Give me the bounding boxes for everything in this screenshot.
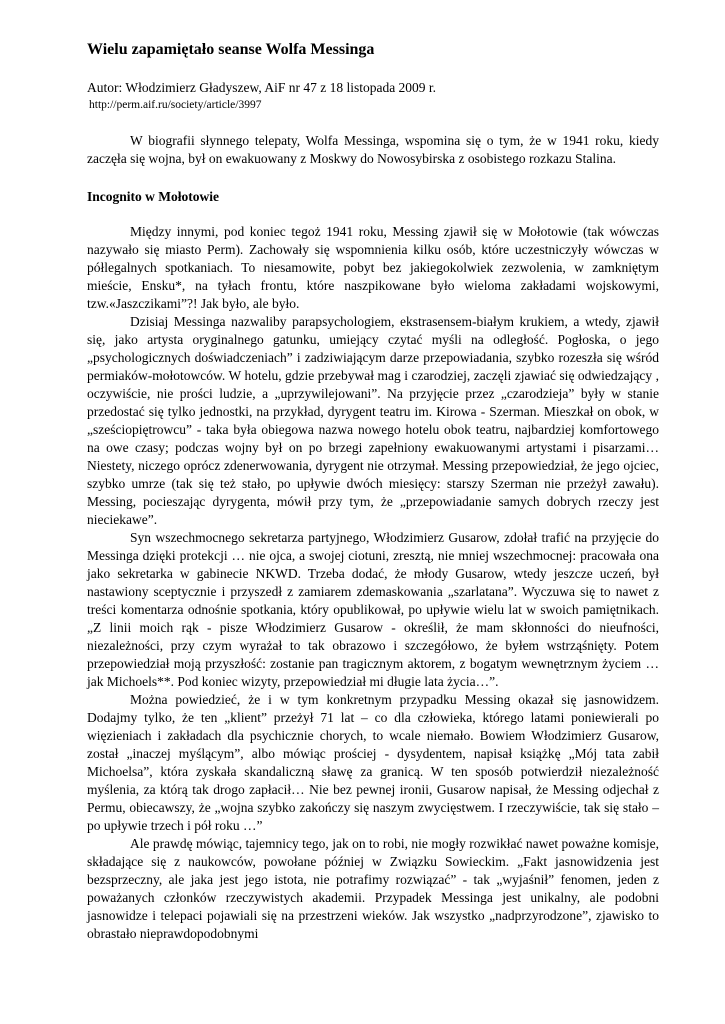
article-title: Wielu zapamiętało seanse Wolfa Messinga [87,41,375,58]
body-paragraph: Dzisiaj Messinga nazwaliby parapsychologiem, ekstrasensem-białym krukiem, a wtedy, zjawił się, jako artysta oryginalnego gatunku, umiejący czytać myśli na odległość. Pogłoska, o jego „psychologicznych doświadczeniach” i zadziwiającym darze przepowiadania, szybko rozeszła się wśród permiaków-mołotowców. W hotelu, gdzie przebywał mag i czarodziej, zaczęli zjawiać się odwiedzający , oczywiście, nie prości ludzie, a „uprzywilejowani”. Na przyjęcie przez „czarodzieja” były w stanie przedostać się tylko jednostki, na przykład, dyrygent teatru im. Kirowa - Szerman. Mieszkał on obok, w „sześciopiętrowcu” - taka była obiegowa nazwa nowego hotelu obok teatru, najbardziej komfortowego na owe czasy; podczas wojny był on po brzegi zapełniony ewakuowanymi artystami i pisarzami… Niestety, niczego oprócz zdenerwowania, dyrygent nie otrzymał. Messing przepowiedział, że jego ojciec, szybko umrze (tak się też stało, po upływie dwóch miesięcy: starszy Szerman nie przeżył zawału). Messing, pocieszając dyrygenta, mówił przy tym, że „przepowiadanie samych dobrych rzeczy jest nieciekawe”. [87,314,659,527]
body-paragraph: Ale prawdę mówiąc, tajemnicy tego, jak on to robi, nie mogły rozwikłać nawet poważne komisje, składające się z naukowców, powołane później w Związku Sowieckim. „Fakt jasnowidzenia jest bezsprzeczny, ale jaka jest jego istota, nie potrafimy rozwiązać” - tak „wyjaśnił” fenomen, jeden z poważanych członków rzeczywistych akademii. Przypadek Messinga jest unikalny, ale podobni jasnowidze i telepaci pojawiali się na przestrzeni wieków. Jak wszystko „nadprzyrodzone”, zjawisko to obrastało nieprawdopodobnymi [87,836,659,941]
source-url: http://perm.aif.ru/society/article/3997 [89,99,262,111]
intro-paragraph: W biografii słynnego telepaty, Wolfa Messinga, wspomina się o tym, że w 1941 roku, kiedy zaczęła się wojna, był on ewakuowany z Moskwy do Nowosybirska z osobistego rozkazu Stalina. [87,133,659,166]
body-paragraph: Między innymi, pod koniec tegoż 1941 roku, Messing zjawił się w Mołotowie (tak wówczas nazywało się miasto Perm). Zachowały się wspomnienia kilku osób, które uczestniczyły wówczas w półlegalnych spotkaniach. To niesamowite, pobyt bez jakiegokolwiek zezwolenia, w zamkniętym mieście, Ensku*, na tyłach frontu, które naszpikowane było wieloma zakładami wojskowymi, tzw.«Jaszczikami”?! Jak było, ale było. [87,224,659,311]
body-paragraph: Syn wszechmocnego sekretarza partyjnego, Włodzimierz Gusarow, zdołał trafić na przyjęcie do Messinga dzięki protekcji … nie ojca, a swojej ciotuni, zresztą, nie mniej wszechmocnej: pracowała ona jako sekretarka w gabinecie NKWD. Trzeba dodać, że młody Gusarow, wtedy jeszcze uczeń, był nastawiony sceptycznie i przyszedł z zamiarem zdemaskowania „szarlatana”. Wyczuwa się to nawet z treści komentarza odnośnie spotkania, który opublikował, po upływie wielu lat w swoich pamiętnikach. „Z linii moich rąk - pisze Włodzimierz Gusarow - określił, że mam skłonności do nieufności, niezależności, przy czym wyrażał to tak obrazowo i szczegółowo, że byłem wstrząśnięty. Potem przepowiedział moją przyszłość: zostanie pan tragicznym aktorem, z bogatym wewnętrznym życiem … jak Michoels**. Pod koniec wizyty, przepowiedział mi długie lata życia…”. [87,530,659,689]
body-paragraph: Można powiedzieć, że i w tym konkretnym przypadku Messing okazał się jasnowidzem. Dodajmy tylko, że ten „klient” przeżył 71 lat – co dla człowieka, którego latami poniewierali po więzieniach i zakładach dla psychicznie chorych, to wcale niemało. Bowiem Włodzimierz Gusarow, został „inaczej myślącym”, albo mówiąc prościej - dysydentem, napisał książkę „Mój tata zabił Michoelsa”, która zyskała skandaliczną sławę za granicą. W ten sposób potwierdził niezależność myślenia, za którą tak drogo zapłacił… Nie bez pewnej ironii, Gusarow napisał, że Messing odjechał z Permu, obiecawszy, że „wojna szybko zakończy się naszym zwycięstwem. I rzeczywiście, tak się stało – po upływie trzech i pół roku …” [87,692,659,833]
section-heading: Incognito w Mołotowie [87,189,219,204]
author-line: Autor: Włodzimierz Gładyszew, AiF nr 47 z 18 listopada 2009 r. [87,80,437,95]
